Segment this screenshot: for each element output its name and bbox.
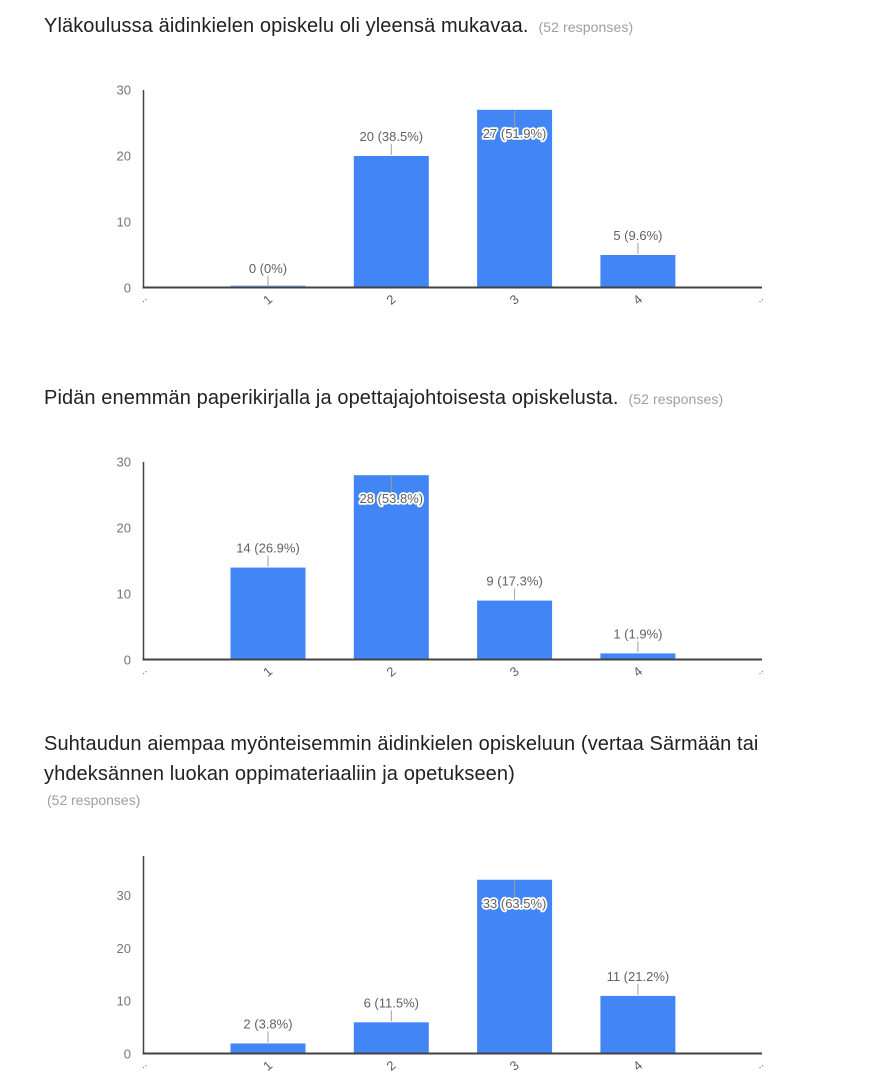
y-axis-tick-label: 30: [116, 82, 131, 98]
y-axis-tick-label: 0: [123, 652, 131, 668]
bar-value-label: 6 (11.5%): [363, 995, 420, 1011]
bar-value-label: 1 (1.9%): [613, 626, 663, 642]
question-title: [44, 11, 890, 42]
bar[interactable]: [600, 255, 675, 288]
response-count: (52 responses): [538, 19, 634, 35]
x-axis-tick-label: 1: [260, 1057, 276, 1074]
question-title: [44, 729, 834, 789]
x-axis-tick-label: 2: [383, 291, 399, 308]
x-axis-tick-label: 1: [260, 291, 276, 308]
bar[interactable]: [354, 156, 429, 288]
x-axis-tick-label: 4: [629, 1057, 646, 1074]
x-axis-tick-label: 1: [260, 663, 276, 680]
bar-value-label: 14 (26.9%): [236, 540, 300, 556]
question-title: [44, 383, 890, 414]
bar-value-label: 28 (53.8%): [359, 491, 424, 507]
x-axis-edge-tick-label: ..: [753, 292, 766, 306]
x-axis-tick-label: 3: [506, 663, 522, 680]
x-axis-edge-tick-label: ..: [136, 1058, 150, 1072]
question-block-1: [0, 11, 890, 318]
x-axis-tick-label: 4: [629, 291, 646, 308]
bar-value-label: 0 (0%): [248, 261, 288, 276]
bar[interactable]: [600, 996, 675, 1054]
y-axis-tick-label: 30: [116, 454, 131, 470]
response-bar-chart: [0, 808, 890, 1084]
x-axis-tick-label: 2: [383, 1057, 399, 1074]
y-axis-tick-label: 20: [116, 940, 131, 956]
question-title-text: Yläkoulussa äidinkielen opiskelu oli yleensä mukavaa.: [44, 15, 529, 37]
response-count: (52 responses): [47, 792, 141, 808]
x-axis-tick-label: 2: [383, 663, 399, 680]
response-bar-chart: [0, 42, 890, 318]
y-axis-tick-label: 0: [123, 280, 131, 296]
x-axis-edge-tick-label: ..: [753, 1058, 766, 1072]
form-responses-report: [0, 11, 890, 1084]
bar[interactable]: [231, 1043, 306, 1054]
x-axis-tick-label: 4: [629, 663, 646, 680]
y-axis-tick-label: 20: [116, 520, 131, 536]
bar[interactable]: [477, 601, 552, 660]
response-count: (52 responses): [628, 391, 724, 407]
x-axis-edge-tick-label: ..: [136, 292, 150, 306]
y-axis-tick-label: 30: [116, 888, 131, 904]
y-axis-tick-label: 10: [116, 586, 131, 602]
bar[interactable]: [231, 568, 306, 660]
y-axis-tick-label: 20: [116, 148, 131, 164]
bar-value-label: 33 (63.5%): [482, 895, 547, 911]
question-block-2: [0, 383, 890, 690]
x-axis-tick-label: 3: [506, 291, 522, 308]
bar-value-label: 5 (9.6%): [613, 228, 663, 243]
y-axis-tick-label: 0: [123, 1046, 131, 1062]
bar-value-label: 20 (38.5%): [359, 129, 424, 144]
bar-value-label: 11 (21.2%): [606, 968, 670, 984]
question-title-text: Suhtaudun aiempaa myönteisemmin äidinkielen opiskeluun (vertaa Särmään tai yhdeksännen luokan oppimateriaaliin ja opetukseen): [44, 733, 759, 785]
x-axis-edge-tick-label: ..: [753, 664, 766, 678]
question-block-3: [0, 729, 890, 1084]
y-axis-tick-label: 10: [116, 993, 131, 1009]
question-title-text: Pidän enemmän paperikirjalla ja opettajajohtoisesta opiskelusta.: [44, 387, 619, 409]
bar-value-label: 9 (17.3%): [486, 573, 543, 589]
bar-value-label: 27 (51.9%): [482, 125, 547, 141]
y-axis-tick-label: 10: [116, 214, 131, 230]
x-axis-tick-label: 3: [506, 1057, 522, 1074]
x-axis-edge-tick-label: ..: [136, 664, 150, 678]
bar-value-label: 2 (3.8%): [243, 1016, 293, 1032]
response-bar-chart: [0, 414, 890, 690]
bar[interactable]: [354, 1022, 429, 1054]
